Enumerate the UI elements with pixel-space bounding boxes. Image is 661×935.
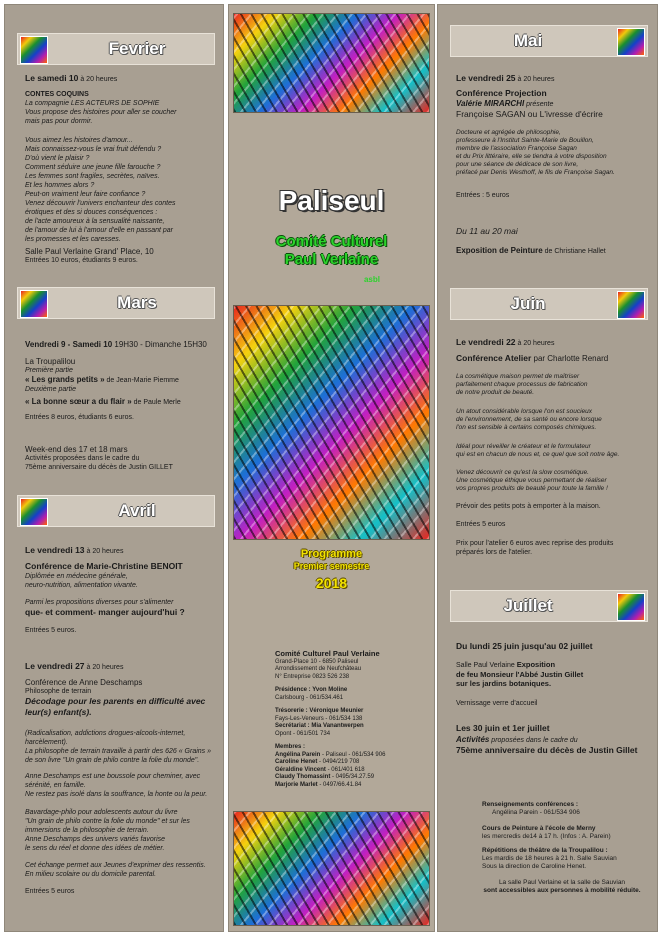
juin-conf: Conférence Atelier par Charlotte Renard bbox=[456, 353, 609, 363]
juin-para-2: Un atout considérable lorsque l'on est soucieux de l'environnement, de sa santé ou encore lorsque l'on est sensible à certains composés chimiques. bbox=[456, 408, 602, 431]
artwork-image bbox=[233, 305, 430, 540]
association-name-2: Paul Verlaine bbox=[284, 251, 379, 268]
avril-question: Parmi les propositions diverses pour s'alimenter que- et comment- manger aujourd'hui ? bbox=[25, 599, 185, 617]
right-column bbox=[437, 4, 658, 932]
avril-prices: Entrées 5 euros. bbox=[25, 627, 77, 634]
month-header-mai bbox=[450, 25, 648, 57]
avril-date-2: Le vendredi 27 à 20 heures bbox=[25, 661, 124, 671]
info-repetitions: Répétitions de théâtre de la Troupalilou : Les mardis de 18 heures à 21 h. Salle Sauvian Sous la direction de Caroline Henet. bbox=[482, 847, 617, 870]
mars-date: Vendredi 9 - Samedi 10 19H30 - Dimanche 15H30 bbox=[25, 340, 207, 349]
juillet-vernissage: Vernissage verre d'accueil bbox=[456, 700, 538, 707]
avril-conf2-para2: Anne Deschamps est une boussole pour cheminer, avec sérénité, en famille. Ne restez pas isolé dans la souffrance, la honte ou la peur. bbox=[25, 773, 208, 798]
page-title: Paliseul bbox=[278, 185, 385, 216]
mai-paragraph: Docteure et agrégée de philosophie, professeure à l'Institut Sainte-Marie de Bouillon, membre de l'association Françoise Sagan et du Prix littéraire, elle se tiendra à votre disposition pour une séance de dédicace de son livre, préfacé par Denis Westhoff, le fils de Françoise Sagan. bbox=[456, 129, 615, 176]
artwork-thumbnail bbox=[20, 36, 48, 64]
artwork-thumbnail bbox=[20, 498, 48, 526]
month-title: Juin bbox=[510, 294, 546, 313]
avril-conf2-para3: Bavardage-philo pour adolescents autour du livre "Un grain de philo contre la folie du monde" et sur les immersions de la philosophie de terrain. Anne Deschamps des univers variés favorise le sens du réel et donne des idées de métier. bbox=[25, 809, 190, 852]
avril-conf2-para4: Cet échange permet aux Jeunes d'exprimer des ressentis. En milieu scolaire ou du domicile parental. bbox=[25, 862, 206, 878]
contact-block: Comité Culturel Paul Verlaine Grand-Place 10 - 6850 Paliseul Arrondissement de Neufchâteau N° Entreprise 0823 526 238 Présidence : Yvon Moline Carlsbourg - 061/534.461 Trésorerie : Véronique Meunier Fays-Les-Veneurs - 061/534 138 Secrétariat : Mia Vanantwerpen Opont - 061/501 734 Membres : Angélina Parein - Paliseul - 061/534 906 Caroline Henet - 0494/219 708 Géraldine Vincent - 061/401 618 Claudy Thomassint - 0495/34.27.59 Marjorie Marlet - 0497/66.41.84 bbox=[275, 649, 386, 788]
juillet-expo: Salle Paul Verlaine Exposition de feu Monsieur l'Abbé Justin Gillet sur les jardins botaniques. bbox=[456, 660, 584, 688]
month-header-mars bbox=[17, 287, 215, 319]
month-title: Mai bbox=[513, 31, 543, 50]
avril-conf2-para: (Radicalisation, addictions drogues-alcools-internet, harcèlement). La philosophe de terrain travaille à partir des 626 « Grains » de son livre "Un grain de philo contre la folie du monde". bbox=[25, 730, 211, 764]
month-title: Avril bbox=[118, 501, 156, 520]
avril-conf-2: Conférence de Anne Deschamps Philosophe de terrain Décodage pour les parents en difficulté avec leur(s) enfant(s). bbox=[25, 678, 206, 717]
avril-prices-2: Entrées 5 euros bbox=[25, 888, 75, 895]
juin-para-3: Idéal pour réveiller le créateur et le formulateur qui est en chacun de nous et, ce quel que soit notre âge. bbox=[456, 443, 620, 458]
info-contact: Renseignements conférences : Angélina Parein - 061/534 906 bbox=[482, 801, 580, 816]
association-asbl: asbl bbox=[363, 275, 380, 284]
month-title: Mars bbox=[117, 293, 157, 312]
juin-note: Prévoir des petits pots à emporter à la maison. bbox=[456, 503, 601, 510]
mai-prices: Entrées : 5 euros bbox=[456, 192, 510, 199]
month-header-juin bbox=[450, 288, 648, 320]
program-label: Programme bbox=[300, 548, 363, 560]
mai-conf: Conférence Projection Valérie MIRARCHI présente Françoise SAGAN ou L'ivresse d'écrire bbox=[456, 88, 603, 119]
mai-expo-dates: Du 11 au 20 mai bbox=[456, 226, 518, 236]
month-header-fevrier bbox=[17, 33, 215, 65]
mai-expo: Exposition de Peinture de Christiane Hallet bbox=[456, 246, 606, 255]
fevrier-paragraph: Vous aimez les histoires d'amour... Mais connaissez-vous le vrai fruit défendu ? D'où vient le plaisir ? Comment séduire une jeune fille farouche ? Les femmes sont fragiles, secrètes, naïves. Et les hommes alors ? Peut-on vraiment leur faire confiance ? Venez découvrir l'univers enchanteur des contes érotiques et des si douces conséquences : de l'acte amoureux à la sensualité naissante, de l'amour de lui à l'amour d'elle en passant par les promesses et les caresses. bbox=[25, 137, 176, 243]
month-title: Juillet bbox=[503, 596, 553, 615]
mars-show: La Troupalilou Première partie « Les grands petits » de Jean-Marie Piemme Deuxième partie « La bonne sœur a du flair » de Paule Merle bbox=[25, 357, 181, 406]
artwork-image bbox=[233, 13, 430, 113]
fevrier-title: CONTES COQUINS bbox=[25, 91, 89, 98]
mars-prices: Entrées 8 euros, étudiants 6 euros. bbox=[25, 414, 134, 421]
juin-para-1: La cosmétique maison permet de maîtriser parfaitement chaque processus de fabrication de notre produit de beauté. bbox=[456, 373, 588, 396]
middle-column bbox=[228, 4, 435, 932]
program-year: 2018 bbox=[315, 575, 348, 591]
avril-date: Le vendredi 13 à 20 heures bbox=[25, 545, 124, 555]
juin-para-4: Venez découvrir ce qu'est la slow cosmétique. Une cosmétique éthique vous permettant de réaliser vos propres produits de beauté pour toute la famille ! bbox=[456, 469, 608, 492]
month-title: Fevrier bbox=[108, 39, 166, 58]
avril-conf: Conférence de Marie-Christine BENOIT Diplômée en médecine générale, neuro-nutrition, alimentation vivante. bbox=[25, 561, 183, 589]
artwork-thumbnail bbox=[617, 291, 645, 319]
association-name-1: Comité Culturel bbox=[275, 233, 388, 250]
juillet-dates: Du lundi 25 juin jusqu'au 02 juillet bbox=[456, 641, 593, 651]
program-semester: Premier semestre bbox=[293, 561, 370, 571]
info-cours: Cours de Peinture à l'école de Merny les mercredis de14 à 17 h. (Infos : A. Parein) bbox=[482, 825, 611, 840]
mai-date: Le vendredi 25 à 20 heures bbox=[456, 73, 555, 83]
juin-prices-2: Prix pour l'atelier 6 euros avec reprise des produits préparés lors de l'atelier. bbox=[456, 540, 614, 556]
artwork-thumbnail bbox=[20, 290, 48, 318]
juillet-activities: Activités proposées dans le cadre du 75ème anniversaire du décès de Justin Gillet bbox=[456, 735, 638, 755]
left-column bbox=[4, 4, 224, 932]
artwork-thumbnail bbox=[617, 593, 645, 621]
fevrier-venue: Salle Paul Verlaine Grand' Place, 10 Entrées 10 euros, étudiants 9 euros. bbox=[25, 247, 154, 264]
juillet-dates-2: Les 30 juin et 1er juillet bbox=[456, 723, 550, 733]
fevrier-intro: La compagnie LES ACTEURS DE SOPHIE Vous propose des histoires pour aller se coucher mais pas pour dormir. bbox=[25, 100, 177, 125]
accessibility-note: La salle Paul Verlaine et la salle de Sauvian sont accessibles aux personnes à mobilité réduite. bbox=[483, 879, 641, 894]
month-header-avril bbox=[17, 495, 215, 527]
artwork-image bbox=[233, 811, 430, 926]
juin-prices: Entrées 5 euros bbox=[456, 521, 506, 528]
mars-weekend: Week-end des 17 et 18 mars Activités proposées dans le cadre du 75ème anniversaire du décès de Justin GILLET bbox=[25, 445, 173, 471]
month-header-juillet bbox=[450, 590, 648, 622]
juin-date: Le vendredi 22 à 20 heures bbox=[456, 337, 555, 347]
fevrier-date: Le samedi 10 à 20 heures bbox=[25, 73, 118, 83]
artwork-thumbnail bbox=[617, 28, 645, 56]
